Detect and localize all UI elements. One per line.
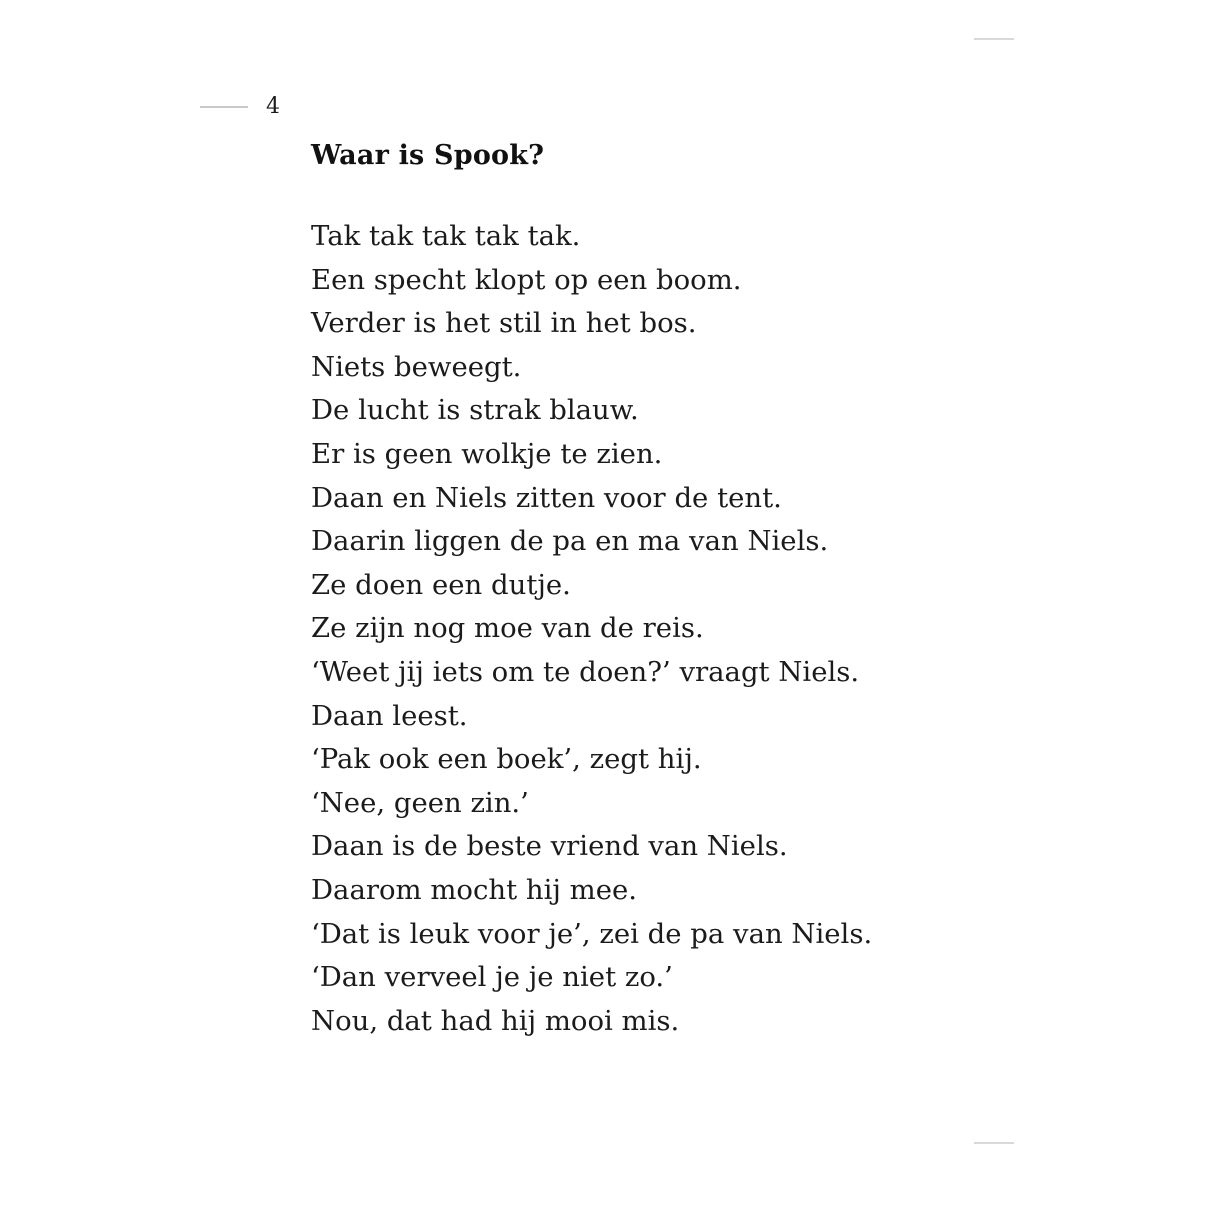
poem-line: ‘Dat is leuk voor je’, zei de pa van Niels. [311, 917, 873, 950]
poem-line: Daarom mocht hij mee. [311, 873, 638, 906]
poem-line: Ze doen een dutje. [311, 568, 571, 601]
poem-line: Niets beweegt. [311, 350, 522, 383]
poem-line: Ze zijn nog moe van de reis. [311, 612, 704, 645]
poem-line: De lucht is strak blauw. [311, 394, 639, 427]
poem-line: ‘Dan verveel je je niet zo.’ [311, 961, 673, 994]
poem-line: Verder is het stil in het bos. [311, 307, 697, 340]
poem-lines [311, 215, 1011, 1043]
crop-mark-bottom-right-icon [974, 1142, 1014, 1144]
chapter-title: Waar is Spook? [311, 140, 545, 171]
poem-line: ‘Pak ook een boek’, zegt hij. [311, 743, 702, 776]
poem-line: Daan leest. [311, 699, 468, 732]
poem-line: Daan is de beste vriend van Niels. [311, 830, 788, 863]
folio-rule-icon [200, 106, 248, 108]
poem-line: Nou, dat had hij mooi mis. [311, 1004, 680, 1037]
poem-line: Daan en Niels zitten voor de tent. [311, 481, 782, 514]
poem-line: Daarin liggen de pa en ma van Niels. [311, 525, 829, 558]
crop-mark-top-right-icon [974, 38, 1014, 40]
text-block [311, 140, 1011, 1043]
poem-line: Er is geen wolkje te zien. [311, 437, 663, 470]
poem-line: ‘Weet jij iets om te doen?’ vraagt Niels. [311, 655, 860, 688]
page-number: 4 [266, 94, 280, 119]
poem-line: ‘Nee, geen zin.’ [311, 786, 529, 819]
poem-line: Een specht klopt op een boom. [311, 263, 742, 296]
poem-line: Tak tak tak tak tak. [311, 220, 581, 252]
folio [200, 96, 280, 118]
